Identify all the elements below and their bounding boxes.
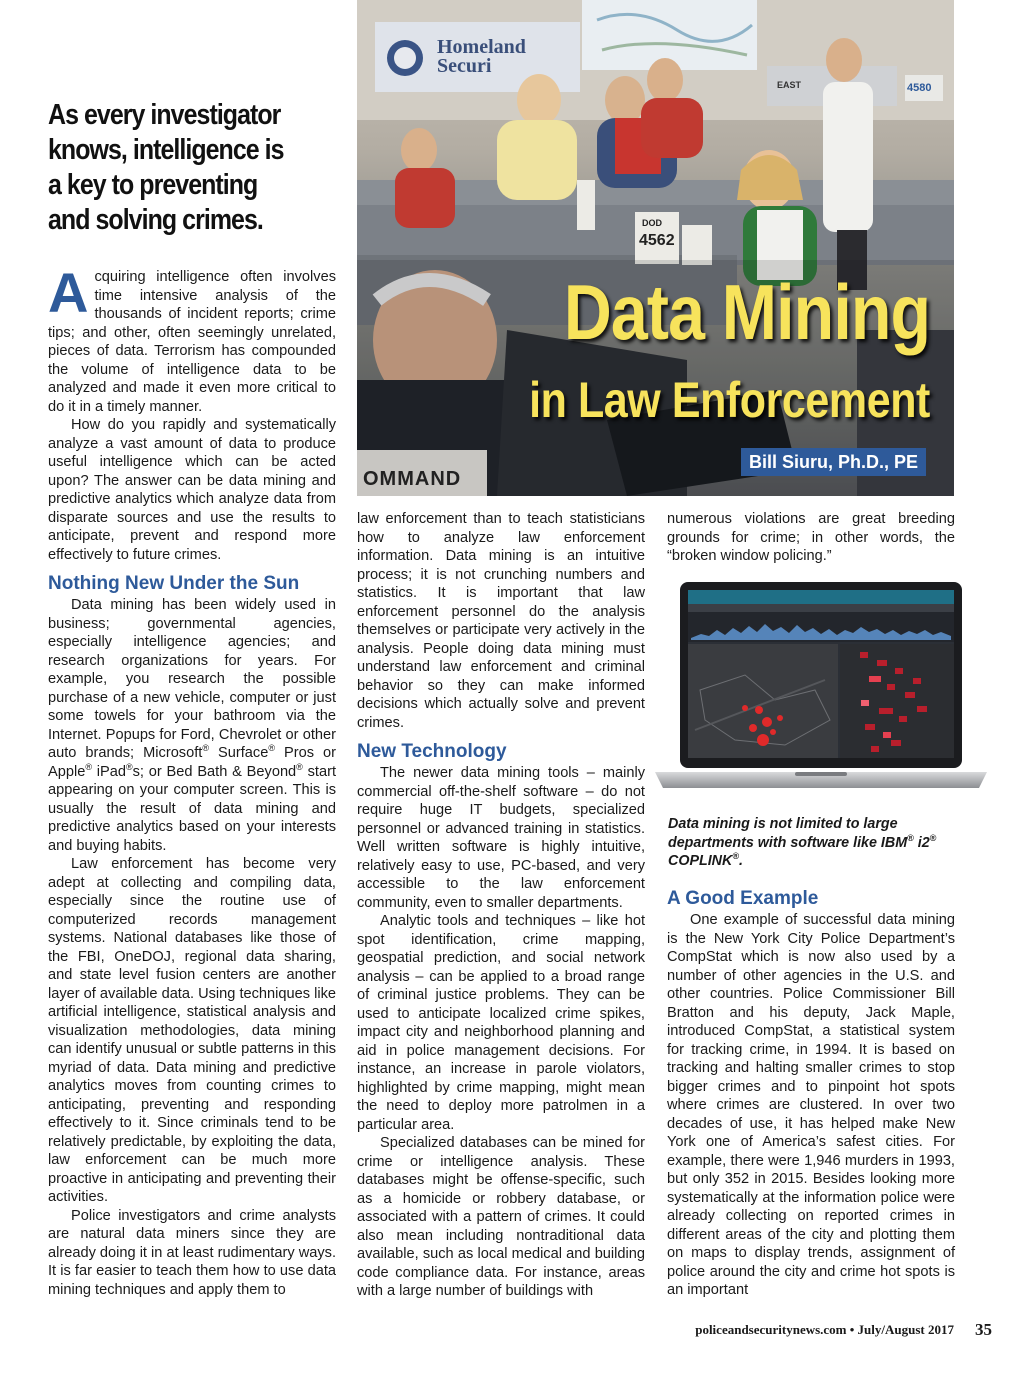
app-titlebar [688,590,954,604]
command-sign-text: OMMAND [363,468,462,490]
dod-label: DOD [642,218,662,228]
col3-paragraph-1: One example of successful data mining is the New York City Police Department’s CompStat which is now also used by a number of other agencies in the U.S. and other countries. Police Commissioner Bill Bratton and his deputy, Jack Maple, introduced CompStat, a statistical system for tracking crime, in 1994. It is based on tracking and halting smaller crimes to stop bigger crimes and to pinpoint hot spots where crimes are clustered. In over two decades of use, it has helped make New York one of America’s safest cities. For example, there were 1,946 murders in 1993, but only 352 in 2015. Besides looking more systematically at the information police were already collecting on reported crimes in different areas of the city and plotting them on maps to display trends, assignment of police around the city and crime hot spots is an important [667,912,955,1298]
page-number: 35 [975,1320,992,1339]
homeland-sign-text: Homeland Securi [437,36,526,77]
hero-photo [357,0,954,496]
col3-continuation: numerous violations are great breeding grounds for crime; in other words, the “broken window policing.” [667,511,955,564]
pull-quote: As every investigator knows, intelligence is a key to preventing and solving crimes. [48,99,284,236]
intro-paragraph-2: How do you rapidly and systematically analyze a vast amount of data to produce useful intelligence which can be acted upon? The answer can be data mining and predictive analytics which analyze data from disparate sources and use the results to anticipate, prevent and respond more effectively to future crimes. [48,417,336,563]
image-caption: Data mining is not limited to large departments with software like IBM® i2® COPLINK®. [668,816,937,869]
article-title-line2: in Law Enforcement [529,372,930,428]
intro-paragraph-1: Acquiring intelligence often involves time intensive analysis of the thousands of incident reports; crime tips; and other, often seemingly unrelated, pieces of data. Terrorism has compounded the volume of intelligence data to be analyzed and made it even more critical to do it in a timely manner. [48,261,336,415]
woman-yellow [517,74,561,126]
section1-paragraph-3: Police investigators and crime analysts are natural data miners since they are already doing it in at least rudimentary ways. It is far easier to teach them how to use data mining techniques and apply them to [48,1207,336,1298]
column-2 [357,510,645,1301]
heading-new-technology: New Technology [357,741,507,762]
author-byline: Bill Siuru, Ph.D., PE [741,448,926,476]
col2-paragraph-3: Specialized databases can be mined for crime or intelligence analysis. These databases might be offense-specific, such as a homicide or robbery database, or associated with a pattern of crimes. It could also mean including nontraditional data available, such as local medical and building code compliance data. For instance, areas with a large number of buildings with [357,1135,645,1299]
section1-paragraph-1: Data mining has been widely used in business; governmental agencies, especially intelligence agencies; and research organizations for years. For example, you research the possible purchase of a new vehicle, computer or just some towels for your bathroom via the Internet. Popups for Ford, Chevrolet or other auto brands; Microsoft® Surface® Pros or Apple® iPad®s; or Bed Bath & Beyond® start appearing on your computer screen. This is usually the result of data mining and predictive analytics based on your interests and buying habits. [48,597,336,854]
laptop-image [655,580,1000,810]
article-title-line1: Data Mining [563,268,931,356]
footer-publication-info: policeandsecuritynews.com • July/August 2017 [695,1322,954,1337]
section1-paragraph-2: Law enforcement has become very adept at collecting and compiling data, especially since the routine use of computerized records management systems. National databases like those of the FBI, OneDOJ, regional data sharing, and state level fusion centers are another layer of available data. Using techniques like artificial intelligence, statistical analysis and visualization methodologies, data mining can identify unusual or subtle patterns in this myriad of data. Data mining and predictive analytics moves from counting crimes to anticipating, preventing and responding effectively to it. Since criminals tend to be relatively predictable, by exploiting the data, law enforcement can be much more proactive in anticipating and preventing their activities. [48,856,336,1205]
man-standing [823,82,873,232]
col2-paragraph-1: The newer data mining tools – mainly commercial off-the-shelf software – do not require huge IT budgets, specialized personnel or advanced training in statistics. Well written software is highly intuitive, relatively easy to use, PC-based, and very accessible to the law enforcement community, even to smaller departments. [357,765,645,911]
heading-good-example: A Good Example [667,888,819,909]
column-3-bottom [667,887,955,1300]
room-number: 4580 [907,82,932,94]
column-3-top [667,510,955,566]
dod-number: 4562 [639,232,675,249]
col2-paragraph-2: Analytic tools and techniques – like hot spot identification, crime mapping, geospatial prediction, and social network analysis – can be applied to a broad range of criminal justice problems. They can be used to anticipate localized crime spikes, impact city and neighborhood planning and aid in police management decisions. For instance, an increase in parole violators, highlighted by crime mapping, might mean the need to deploy more patrolmen in a particular area. [357,913,645,1133]
drop-cap: A [48,261,89,324]
heading-nothing-new: Nothing New Under the Sun [48,573,300,594]
east-sign-text: EAST [777,80,802,90]
col2-continuation: law enforcement than to teach statisticians how to analyze law enforcement information. Data mining is an intuitive process; it is not crunching numbers and statistics. It is important that law enforcement personnel do the analysis themselves or participate very actively in the analysis. People doing data mining must understand law enforcement and criminal behavior so they can make informed decisions which actually solve and prevent crimes. [357,511,645,731]
column-1 [48,261,336,1299]
